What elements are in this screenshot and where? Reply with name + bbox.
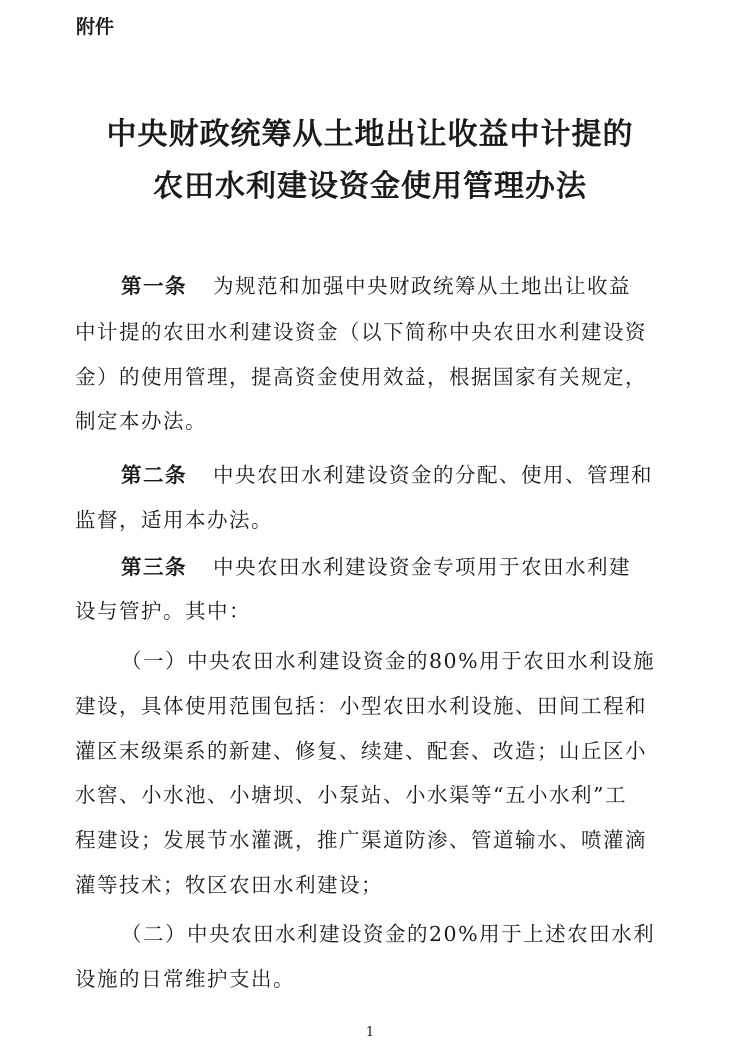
article-2-line-2: 监督，适用本办法。 bbox=[75, 508, 273, 532]
item-1-line-6: 灌等技术；牧区农田水利建设； bbox=[75, 873, 383, 897]
article-3-line-1: 第三条 中央农田水利建设资金专项用于农田水利建 bbox=[121, 555, 631, 579]
item-2-line-1: （二）中央农田水利建设资金的20%用于上述农田水利 bbox=[121, 922, 656, 946]
article-3-label: 第三条 bbox=[121, 555, 187, 579]
article-3-line-2: 设与管护。其中： bbox=[75, 599, 251, 623]
attachment-label: 附件 bbox=[76, 16, 115, 38]
document-title-line-2: 农田水利建设资金使用管理办法 bbox=[153, 169, 587, 204]
item-1-line-5: 程建设；发展节水灌溉，推广渠道防渗、管道输水、喷灌滴 bbox=[75, 828, 647, 852]
article-2-line-1: 第二条 中央农田水利建设资金的分配、使用、管理和 bbox=[121, 463, 653, 487]
article-2-label: 第二条 bbox=[121, 463, 187, 487]
page-number: 1 bbox=[365, 1025, 375, 1040]
item-1-line-3: 灌区末级渠系的新建、修复、续建、配套、改造；山丘区小 bbox=[75, 739, 647, 763]
item-1-line-2: 建设，具体使用范围包括：小型农田水利设施、田间工程和 bbox=[75, 694, 647, 718]
document-title-line-1: 中央财政统筹从土地出让收益中计提的 bbox=[106, 117, 634, 152]
article-1-line-4: 制定本办法。 bbox=[75, 409, 207, 433]
item-1-line-1: （一）中央农田水利建设资金的80%用于农田水利设施 bbox=[121, 649, 656, 673]
item-2-line-2: 设施的日常维护支出。 bbox=[75, 967, 295, 991]
article-1-line-1: 第一条 为规范和加强中央财政统筹从土地出让收益 bbox=[121, 274, 631, 298]
article-1-line-3: 金）的使用管理，提高资金使用效益，根据国家有关规定， bbox=[75, 365, 647, 389]
article-1-line-2: 中计提的农田水利建设资金（以下简称中央农田水利建设资 bbox=[75, 320, 647, 344]
article-1-label: 第一条 bbox=[121, 274, 187, 298]
item-1-line-4: 水窖、小水池、小塘坝、小泵站、小水渠等“五小水利”工 bbox=[75, 783, 627, 807]
